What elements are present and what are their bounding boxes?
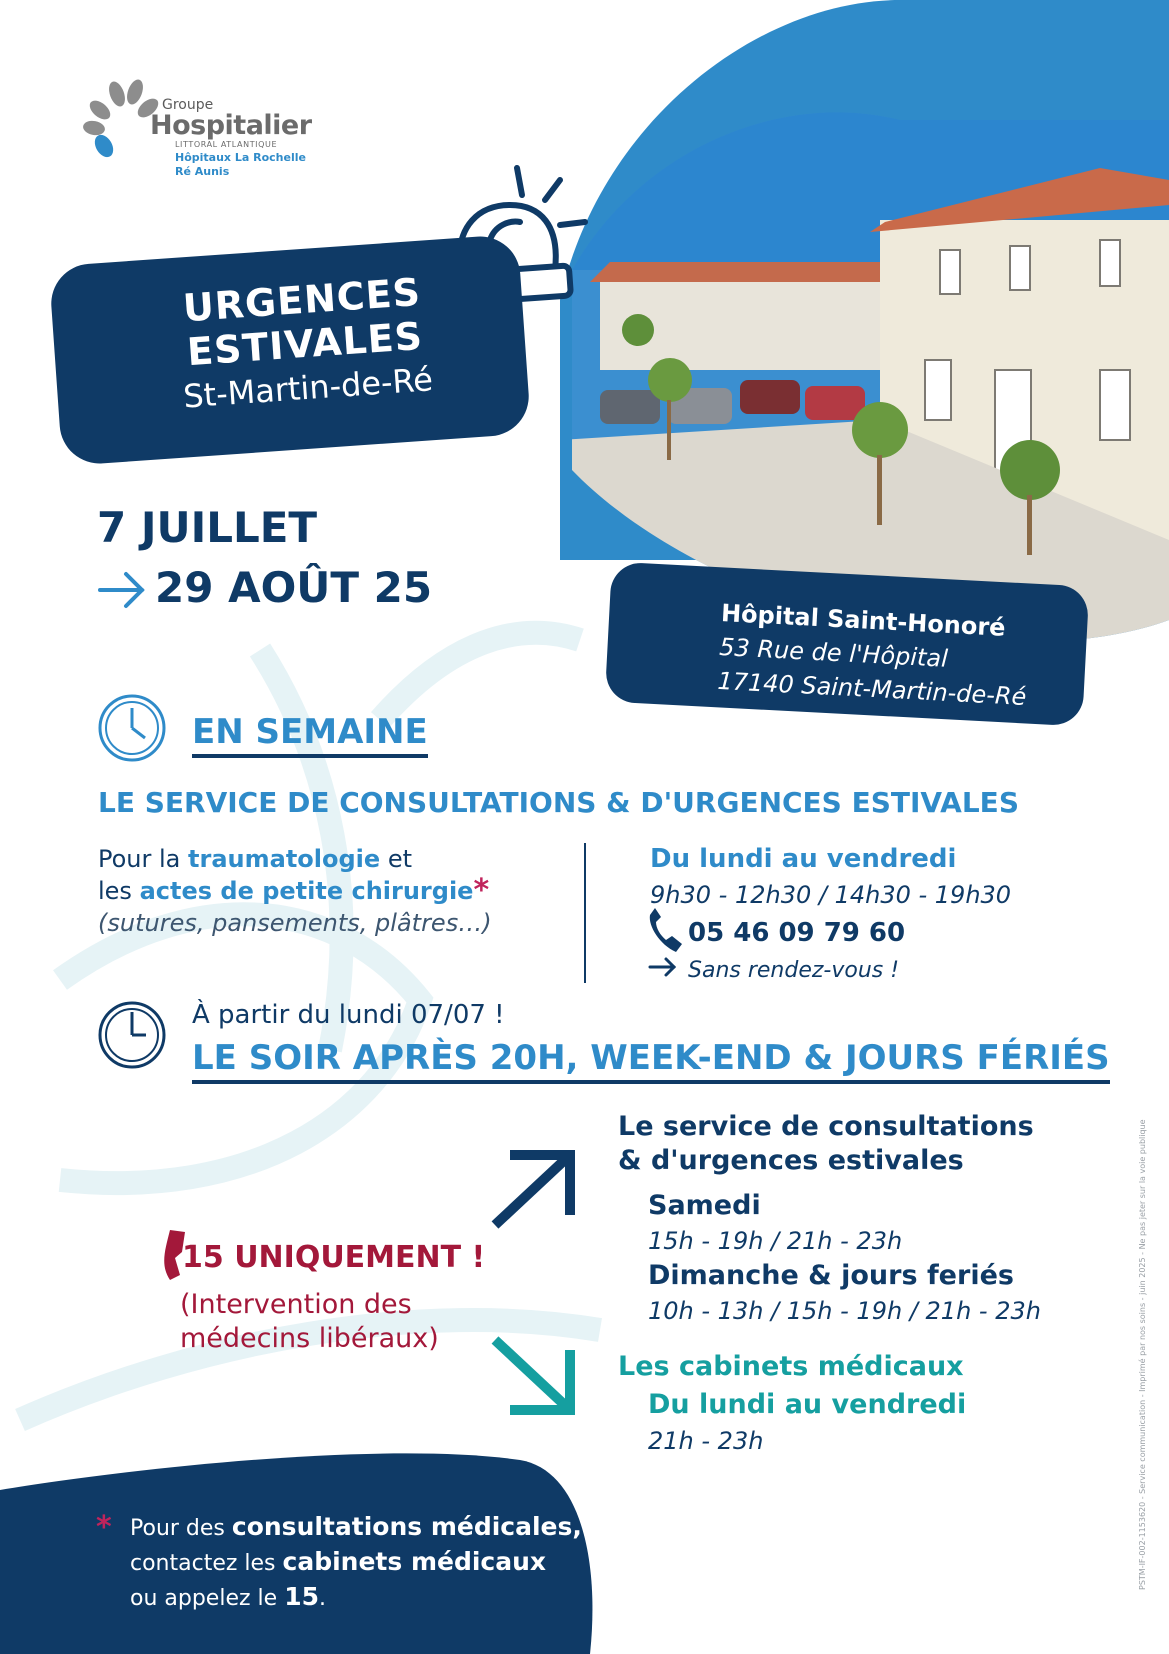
actes-text: actes de petite chirurgie [139, 877, 474, 905]
hospital-street: 53 Rue de l'Hôpital [718, 632, 949, 673]
section-heading-soir: LE SOIR APRÈS 20H, WEEK-END & JOURS FÉRIÉS [192, 1038, 1110, 1084]
semaine-days: Du lundi au vendredi [650, 844, 957, 874]
hospital-name: Hôpital Saint-Honoré [720, 598, 1007, 642]
semaine-left-block [98, 843, 492, 939]
clock-icon-semaine [100, 696, 164, 760]
date-end: 29 AOÛT 25 [155, 563, 433, 612]
hospital-city: 17140 Saint-Martin-de-Ré [716, 666, 1028, 712]
trauma-line [98, 843, 492, 875]
dimanche-hours: 10h - 13h / 15h - 19h / 21h - 23h [648, 1297, 1041, 1325]
logo-littoral-text: LITTORAL ATLANTIQUE [175, 140, 278, 149]
pour-la-text: Pour la [98, 845, 181, 873]
footer-line2 [130, 1545, 582, 1580]
footer-t4: . [318, 1586, 326, 1611]
footer-t3: ou appelez le [130, 1586, 278, 1611]
section-heading-semaine: EN SEMAINE [192, 712, 428, 758]
phone-number[interactable]: 05 46 09 79 60 [688, 918, 906, 948]
column-divider [584, 843, 586, 983]
footer-t1: Pour des [130, 1516, 225, 1541]
logo-line2-text: Hôpitaux La Rochelle [175, 151, 306, 164]
title-line1: URGENCES [181, 269, 423, 331]
semaine-hours: 9h30 - 12h30 / 14h30 - 19h30 [650, 881, 1012, 909]
footer-line3 [130, 1580, 582, 1615]
trauma-text: traumatologie [188, 845, 381, 873]
footer-t2: contactez les [130, 1551, 276, 1576]
semaine-right-block [650, 840, 1011, 988]
soir-service-title1: Le service de consultations [618, 1111, 1034, 1142]
footer-asterisk: * [96, 1510, 112, 1545]
quinze-only-text: 15 UNIQUEMENT ! [182, 1240, 486, 1275]
cabinets-block [618, 1348, 966, 1458]
cabinets-title: Les cabinets médicaux [618, 1351, 964, 1382]
intervention-line1: (Intervention des [180, 1289, 412, 1320]
arrow-up-right-icon [495, 1155, 570, 1225]
title-line3: St-Martin-de-Ré [182, 360, 435, 416]
service-title: LE SERVICE DE CONSULTATIONS & D'URGENCES ESTIVALES [98, 786, 1019, 819]
logo-hospitalier-text: Hospitalier [150, 110, 312, 141]
cabinets-days: Du lundi au vendredi [648, 1389, 967, 1420]
no-appointment-text: Sans rendez-vous ! [688, 958, 900, 983]
arrow-down-right-icon [495, 1340, 570, 1410]
footer-b1: consultations médicales, [231, 1512, 582, 1541]
address-block [717, 596, 1031, 714]
vertical-print-note: PSTM-IF-002-1153620 - Service communication - Imprimé par nos soins - juin 2025 - Ne pas jeter sur la voie publique [1138, 1119, 1147, 1590]
footer-line1 [130, 1510, 582, 1545]
dimanche-label: Dimanche & jours feriés [648, 1260, 1014, 1291]
date-start: 7 JUILLET [97, 503, 318, 552]
soir-service-block [618, 1110, 1041, 1328]
asterisk-mark: * [473, 873, 490, 908]
cabinets-hours: 21h - 23h [648, 1427, 764, 1455]
et-text: et [387, 845, 413, 873]
logo-groupe-text: Groupe [162, 97, 214, 113]
les-text: les [98, 877, 132, 905]
intervention-block [180, 1288, 439, 1356]
from-date-text: À partir du lundi 07/07 ! [192, 1000, 505, 1030]
clock-icon-soir [100, 1003, 164, 1067]
footer-b2: cabinets médicaux [282, 1547, 547, 1576]
samedi-label: Samedi [648, 1190, 761, 1221]
intervention-line2: médecins libéraux) [180, 1323, 439, 1354]
actes-line [98, 875, 492, 907]
soir-service-schedule [618, 1188, 1041, 1328]
footer-note [130, 1510, 582, 1615]
footer-b3: 15 [284, 1582, 319, 1611]
cabinets-schedule [618, 1386, 966, 1458]
logo-line3-text: Ré Aunis [175, 165, 230, 178]
arrow-right-icon [100, 574, 142, 606]
examples-line: (sutures, pansements, plâtres…) [98, 909, 492, 937]
title-line2: ESTIVALES [185, 313, 425, 375]
samedi-hours: 15h - 19h / 21h - 23h [648, 1227, 903, 1255]
soir-service-title2: & d'urgences estivales [618, 1145, 964, 1176]
